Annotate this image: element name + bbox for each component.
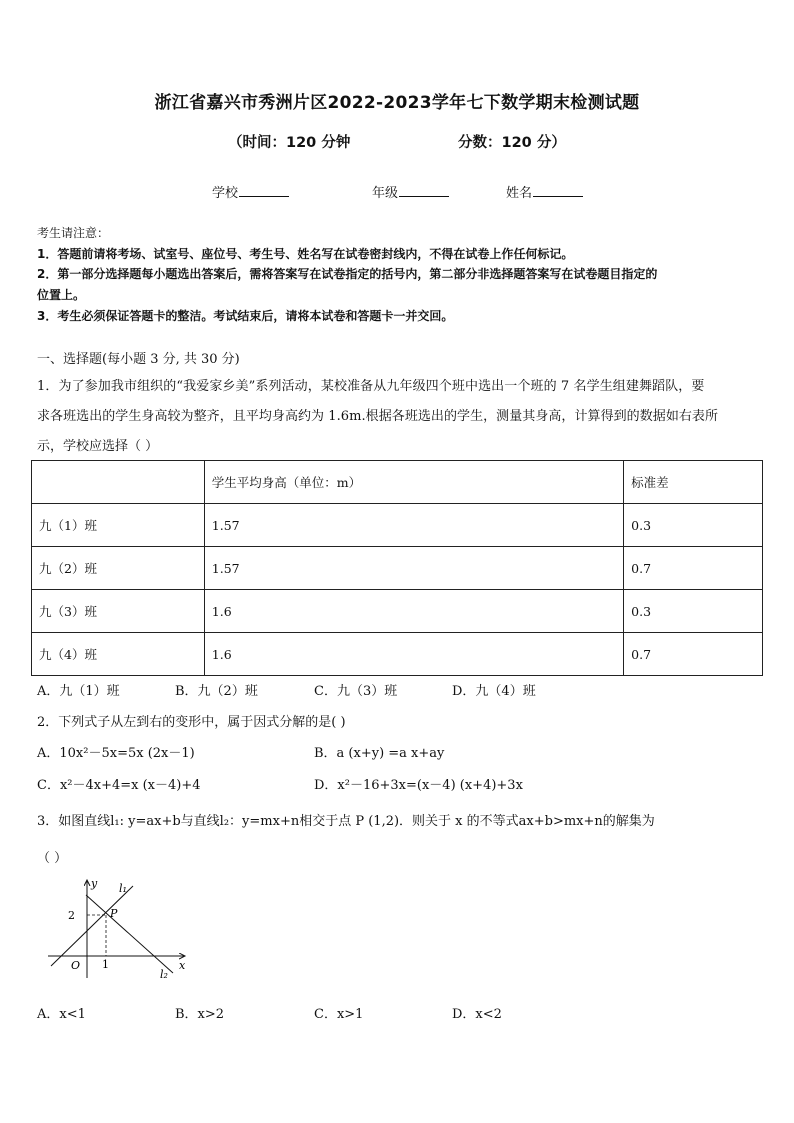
std-dev-cell: 0.7	[624, 547, 763, 590]
point-p-label: P	[110, 907, 118, 920]
table-header-row	[32, 461, 763, 504]
origin-label: O	[71, 959, 81, 972]
std-dev-cell: 0.3	[624, 504, 763, 547]
q1-option-d[interactable]: D．九（4）班	[452, 684, 536, 699]
note-item: 3．考生必须保证答题卡的整洁。考试结束后，请将本试卷和答题卡一并交回。	[37, 309, 454, 323]
height-table	[31, 460, 763, 676]
q3-stem: 3．如图直线l₁: y=ax+b与直线l₂：y=mx+n相交于点 P (1,2)．则关于 x 的不等式ax+b>mx+n的解集为	[37, 814, 655, 829]
note-item: 1．答题前请将考场、试室号、座位号、考生号、姓名写在试卷密封线内，不得在试卷上作任何标记。	[37, 247, 574, 261]
q1-option-c[interactable]: C．九（3）班	[314, 684, 398, 699]
grade-field[interactable]	[372, 182, 449, 201]
table-header-cell: 标准差	[624, 461, 763, 504]
name-label: 姓名	[506, 186, 533, 201]
grade-label: 年级	[372, 186, 399, 201]
school-field[interactable]	[212, 182, 289, 201]
line-intersection-figure	[40, 870, 200, 985]
section-heading: 一、选择题(每小题 3 分, 共 30 分)	[37, 352, 240, 367]
q3-option-b[interactable]: B．x>2	[175, 1007, 225, 1022]
table-header-cell: 学生平均身高（单位：m）	[204, 461, 623, 504]
q3-option-a[interactable]: A．x<1	[37, 1007, 86, 1022]
line-l2	[86, 895, 173, 973]
l1-label: l₁	[119, 882, 127, 895]
table-row	[32, 504, 763, 547]
y-axis-label: y	[91, 877, 98, 890]
q1-stem-line: 示，学校应选择（ ）	[37, 439, 159, 454]
l2-label: l₂	[160, 968, 168, 981]
q2-option-d[interactable]: D．x²－16+3x=(x－4) (x+4)+3x	[314, 778, 523, 793]
y-tick-label: 2	[68, 909, 75, 922]
exam-title: 浙江省嘉兴市秀洲片区2022-2023学年七下数学期末检测试题	[154, 93, 640, 113]
avg-height-cell: 1.6	[204, 590, 623, 633]
q1-option-a[interactable]: A．九（1）班	[37, 684, 120, 699]
table-header-cell	[32, 461, 205, 504]
class-cell: 九（1）班	[32, 504, 205, 547]
name-blank[interactable]	[533, 183, 583, 197]
table-row	[32, 547, 763, 590]
x-axis-label: x	[179, 959, 186, 972]
class-cell: 九（4）班	[32, 633, 205, 676]
grade-blank[interactable]	[399, 183, 449, 197]
class-cell: 九（3）班	[32, 590, 205, 633]
time-limit: （时间：120 分钟	[228, 135, 351, 151]
name-field[interactable]	[506, 182, 583, 201]
q1-stem-line: 求各班选出的学生身高较为整齐，且平均身高约为 1.6m.根据各班选出的学生，测量其身高，计算得到的数据如右表所	[37, 409, 719, 424]
avg-height-cell: 1.57	[204, 547, 623, 590]
std-dev-cell: 0.3	[624, 590, 763, 633]
q3-option-d[interactable]: D．x<2	[452, 1007, 502, 1022]
avg-height-cell: 1.57	[204, 504, 623, 547]
q2-option-b[interactable]: B．a (x+y) =a x+ay	[314, 746, 445, 761]
note-item: 位置上。	[37, 288, 86, 302]
avg-height-cell: 1.6	[204, 633, 623, 676]
q2-option-a[interactable]: A．10x²－5x=5x (2x－1)	[37, 746, 195, 761]
school-label: 学校	[212, 186, 239, 201]
q2-stem: 2．下列式子从左到右的变形中，属于因式分解的是( )	[37, 715, 346, 730]
q1-option-b[interactable]: B．九（2）班	[175, 684, 258, 699]
table-row	[32, 590, 763, 633]
class-cell: 九（2）班	[32, 547, 205, 590]
q2-option-c[interactable]: C．x²－4x+4=x (x－4)+4	[37, 778, 201, 793]
total-score: 分数：120 分）	[458, 135, 566, 151]
notes-heading: 考生请注意：	[37, 226, 110, 240]
school-blank[interactable]	[239, 183, 289, 197]
table-row	[32, 633, 763, 676]
q1-stem-line: 1．为了参加我市组织的“我爱家乡美”系列活动，某校准备从九年级四个班中选出一个班的 7 名学生组建舞蹈队，要	[37, 379, 705, 394]
note-item: 2．第一部分选择题每小题选出答案后，需将答案写在试卷指定的括号内，第二部分非选择题答案写在试卷题目指定的	[37, 267, 658, 281]
x-tick-label: 1	[102, 958, 109, 971]
q3-option-c[interactable]: C．x>1	[314, 1007, 364, 1022]
std-dev-cell: 0.7	[624, 633, 763, 676]
q3-answer-paren: （ ）	[37, 851, 68, 866]
